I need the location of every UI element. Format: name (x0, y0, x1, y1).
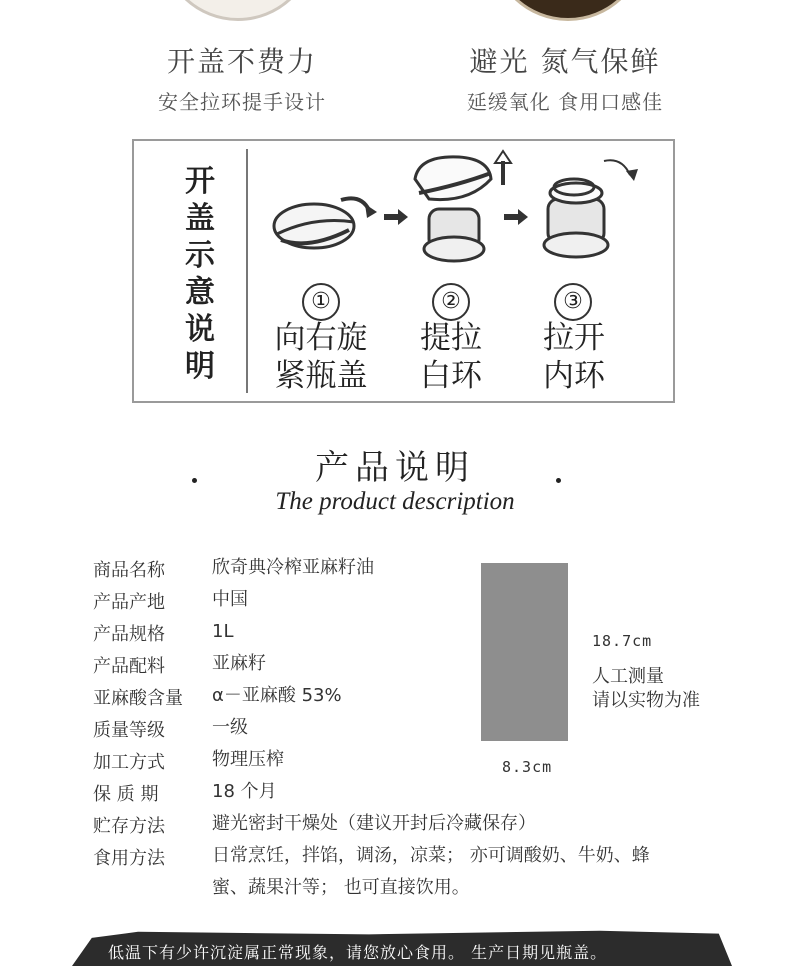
spec-label: 加工方式 (93, 752, 165, 773)
step-3-number: ③ (554, 283, 592, 321)
step-2-number: ② (432, 283, 470, 321)
arrow-right-icon (504, 209, 528, 225)
height-dimension: 18.7cm (592, 632, 653, 650)
spec-label: 贮存方法 (93, 816, 165, 837)
spec-label: 产品产地 (93, 592, 165, 613)
spec-label: 保 质 期 (93, 784, 159, 805)
measure-note-line1: 人工测量 (592, 666, 664, 687)
guide-divider (246, 149, 248, 393)
spec-label: 商品名称 (93, 560, 165, 581)
feature-subtitle-fresh: 延缓氧化 食用口感佳 (466, 90, 664, 114)
lift-ring-icon (409, 149, 519, 267)
description-subtitle: The product description (275, 488, 515, 515)
spec-value: α－亚麻酸 53% (212, 685, 342, 706)
description-title: 产品说明 (315, 448, 475, 488)
feature-image-cap (160, 0, 316, 21)
guide-title: 开盖示意说明 (185, 164, 215, 384)
spec-value: 避光密封干燥处（建议开封后冷藏保存） (212, 813, 536, 834)
pull-inner-ring-icon (534, 153, 654, 265)
arrow-right-icon (384, 209, 408, 225)
decor-dot-left (192, 478, 197, 483)
width-dimension: 8.3cm (502, 758, 553, 776)
feature-image-bottle (490, 0, 646, 21)
cap-rotate-icon (269, 186, 379, 266)
spec-label: 食用方法 (93, 848, 165, 869)
spec-label: 亚麻酸含量 (93, 688, 183, 709)
spec-label: 产品配料 (93, 656, 165, 677)
opening-guide (132, 139, 675, 403)
step-2-line1: 提拉 (420, 320, 482, 356)
decor-dot-right (556, 478, 561, 483)
spec-value: 亚麻籽 (212, 653, 266, 674)
feature-title-easy-open: 开盖不费力 (166, 45, 317, 78)
spec-value: 物理压榨 (212, 749, 284, 770)
step-1-number: ① (302, 283, 340, 321)
step-1-line2: 紧瓶盖 (274, 358, 368, 394)
spec-value: 日常烹饪，拌馅，调汤，凉菜； 亦可调酸奶、牛奶、蜂蜜、蔬果汁等； 也可直接饮用。 (212, 845, 650, 898)
step-3-line1: 拉开 (543, 320, 605, 356)
step-2-line2: 白环 (420, 358, 482, 394)
feature-subtitle-easy-open: 安全拉环提手设计 (158, 90, 326, 114)
step-1-line1: 向右旋 (274, 320, 368, 356)
measure-note-line2: 请以实物为准 (592, 690, 700, 711)
step-3-line2: 内环 (543, 358, 605, 394)
spec-label: 产品规格 (93, 624, 165, 645)
spec-value: 一级 (212, 717, 248, 738)
footer-text: 低温下有少许沉淀属正常现象，请您放心食用。 生产日期见瓶盖。 (108, 943, 608, 962)
spec-value: 1L (212, 621, 234, 642)
spec-label: 质量等级 (93, 720, 165, 741)
spec-value: 18 个月 (212, 781, 277, 802)
product-image (481, 563, 568, 741)
spec-value: 中国 (212, 589, 248, 610)
feature-title-fresh: 避光 氮气保鲜 (469, 45, 661, 78)
spec-value: 欣奇典冷榨亚麻籽油 (212, 557, 374, 578)
